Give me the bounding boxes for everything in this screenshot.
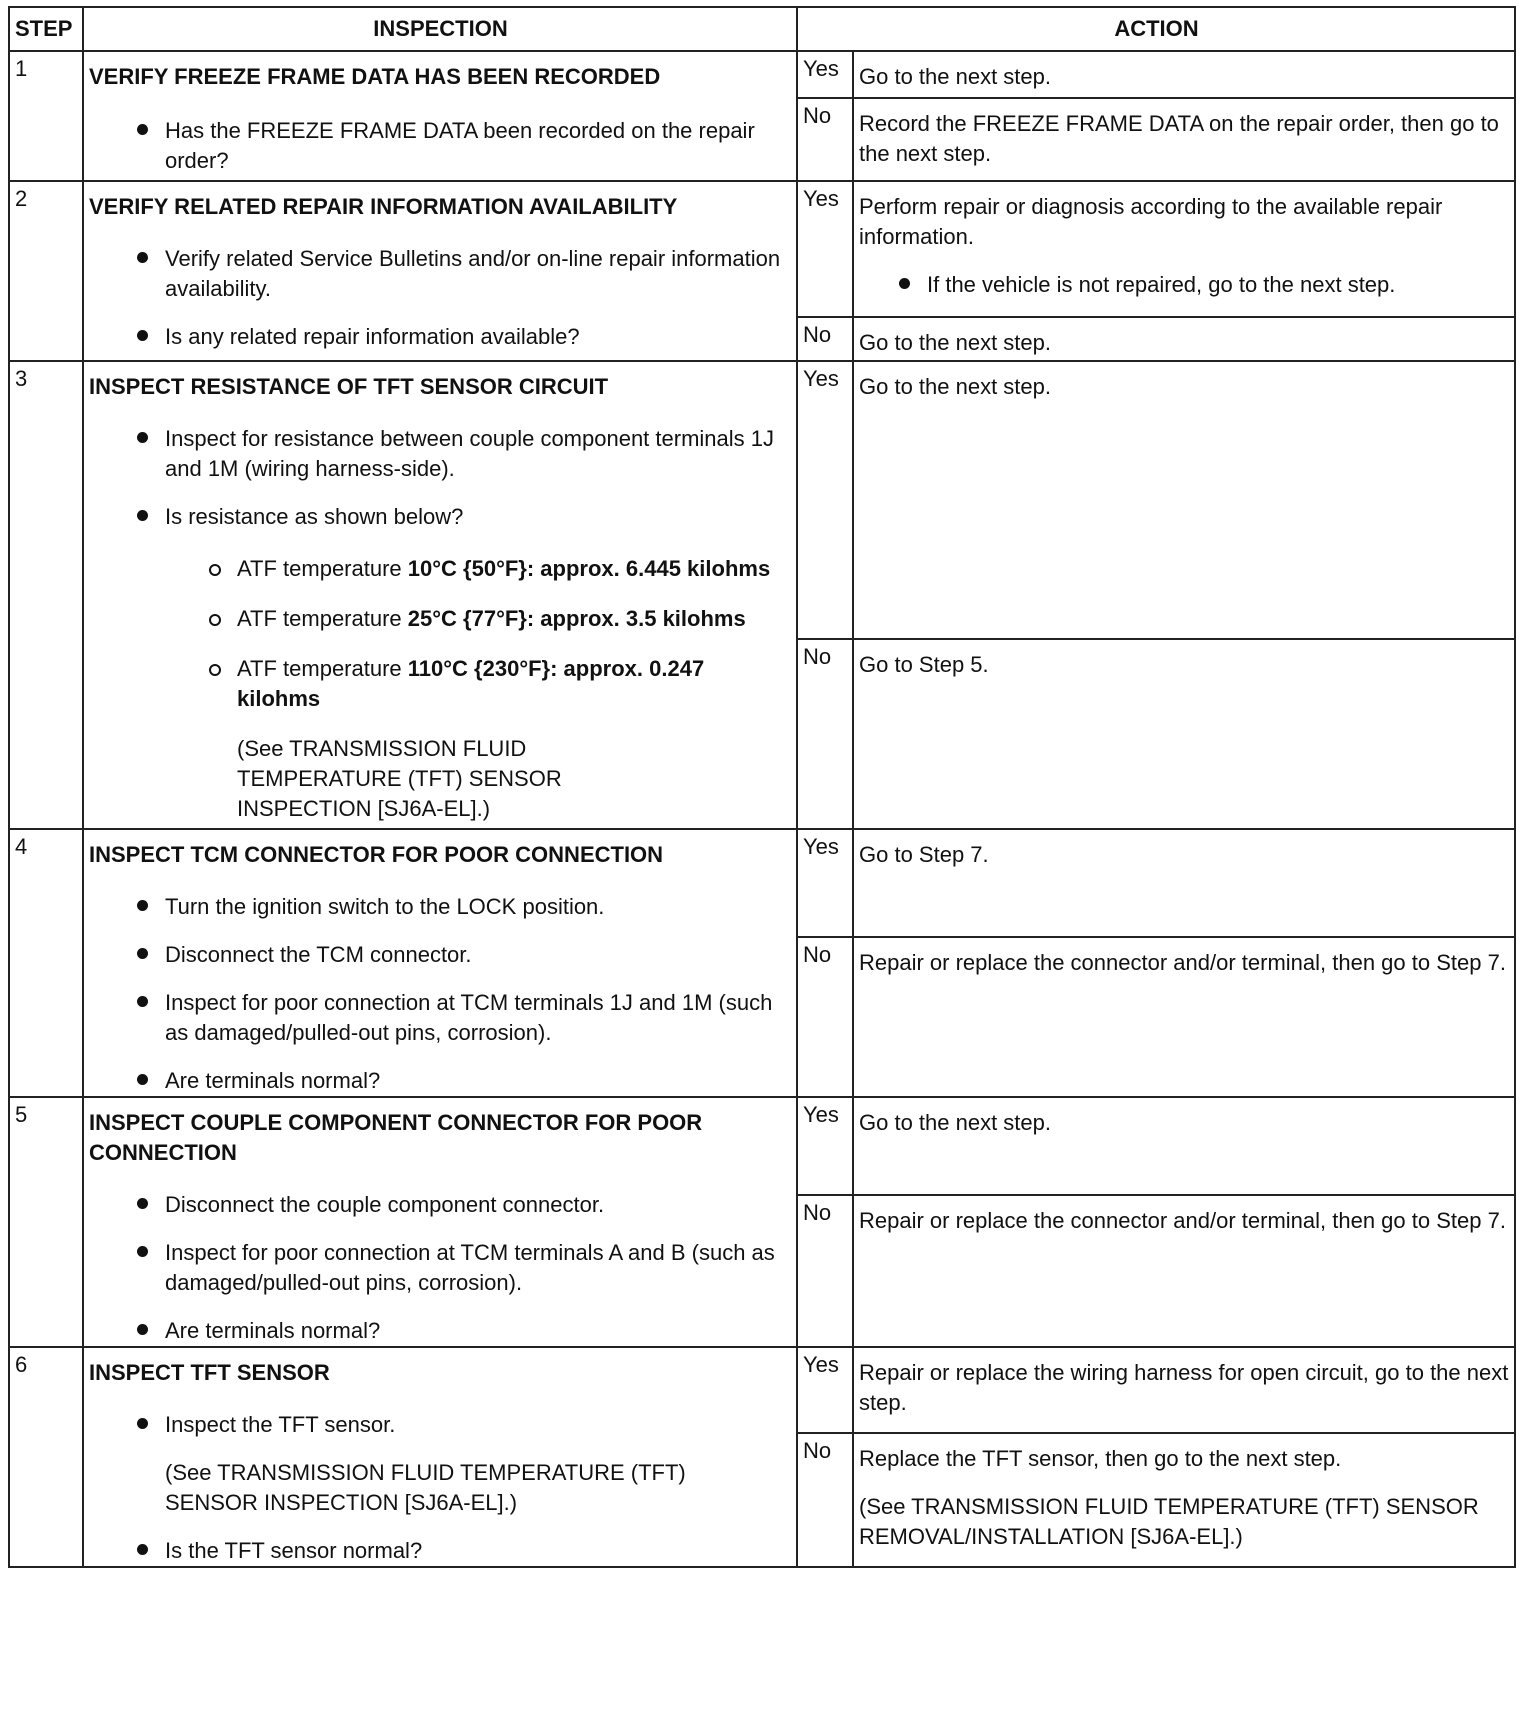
resistance-spec: 25°C {77°F}: approx. 3.5 kilohms: [407, 606, 746, 631]
step-number: 1: [9, 51, 83, 181]
no-label: No: [797, 98, 853, 181]
no-action: [853, 1195, 1515, 1347]
bullet-dot-icon: [137, 1544, 148, 1555]
bullet-dot-icon: [137, 1246, 148, 1257]
bullet-item: [137, 1190, 792, 1220]
action-text: Repair or replace the wiring harness for open circuit, go to the next step.: [859, 1360, 1509, 1415]
sub-bullet-item: [209, 554, 792, 584]
bullet-item: [137, 322, 792, 352]
action-text: Go to the next step.: [859, 374, 1052, 399]
action-text: Replace the TFT sensor, then go to the next step.: [859, 1446, 1342, 1471]
step-4-inspection: [83, 829, 797, 1097]
reference-note: (See TRANSMISSION FLUID TEMPERATURE (TFT) SENSOR INSPECTION [SJ6A-EL].): [165, 1460, 686, 1515]
step-5-yes-row: [9, 1097, 1515, 1195]
step-1-yes-row: [9, 51, 1515, 98]
no-action: [853, 98, 1515, 181]
sub-bullet-text: ATF temperature: [237, 656, 408, 681]
bullet-dot-icon: [137, 510, 148, 521]
inspection-column-header: INSPECTION: [83, 7, 797, 51]
table-header-row: [9, 7, 1515, 51]
bullet-dot-icon: [899, 278, 910, 289]
yes-action: [853, 829, 1515, 937]
sub-bullet-text: ATF temperature: [237, 606, 408, 631]
bullet-text: Disconnect the TCM connector.: [165, 942, 472, 967]
step-title: VERIFY RELATED REPAIR INFORMATION AVAILABILITY: [89, 194, 678, 219]
action-column-header: ACTION: [797, 7, 1515, 51]
yes-action: [853, 1347, 1515, 1433]
step-2-inspection: [83, 181, 797, 361]
step-title: INSPECT TFT SENSOR: [89, 1360, 330, 1385]
no-label: No: [797, 937, 853, 1097]
bullet-dot-icon: [137, 124, 148, 135]
action-text: Repair or replace the connector and/or terminal, then go to Step 7.: [859, 950, 1506, 975]
bullet-item: [137, 1536, 792, 1566]
hollow-circle-icon: [209, 664, 221, 676]
step-3-yes-row: [9, 361, 1515, 639]
yes-label: Yes: [797, 181, 853, 317]
step-column-header: STEP: [9, 7, 83, 51]
reference-note: (See TRANSMISSION FLUID TEMPERATURE (TFT) SENSOR REMOVAL/INSTALLATION [SJ6A-EL].): [859, 1494, 1479, 1549]
yes-label: Yes: [797, 51, 853, 98]
sub-bullet-item: [209, 654, 792, 714]
no-label: No: [797, 1433, 853, 1567]
bullet-dot-icon: [137, 948, 148, 959]
no-action: [853, 1433, 1515, 1567]
step-number: 6: [9, 1347, 83, 1567]
bullet-text: Inspect the TFT sensor.: [165, 1412, 396, 1437]
action-text: Perform repair or diagnosis according to the available repair information.: [859, 194, 1443, 249]
bullet-text: Is any related repair information available?: [165, 324, 580, 349]
bullet-item: [137, 1410, 792, 1440]
step-3-inspection: [83, 361, 797, 829]
step-1-inspection: [83, 51, 797, 181]
step-4-yes-row: [9, 829, 1515, 937]
bullet-text: Is resistance as shown below?: [165, 504, 464, 529]
action-text: Go to the next step.: [859, 330, 1052, 355]
action-text: Record the FREEZE FRAME DATA on the repair order, then go to the next step.: [859, 110, 1499, 166]
diagnostic-table: [8, 6, 1516, 1568]
sub-bullet-item: [209, 604, 792, 634]
yes-label: Yes: [797, 361, 853, 639]
step-5-inspection: [83, 1097, 797, 1347]
action-text: Go to Step 7.: [859, 842, 989, 867]
bullet-item: [137, 892, 792, 922]
step-6-yes-row: [9, 1347, 1515, 1433]
reference-note: (See TRANSMISSION FLUID TEMPERATURE (TFT) SENSOR INSPECTION [SJ6A-EL].): [237, 736, 562, 821]
step-number: 5: [9, 1097, 83, 1347]
step-title: INSPECT RESISTANCE OF TFT SENSOR CIRCUIT: [89, 374, 609, 399]
no-label: No: [797, 317, 853, 361]
step-number: 3: [9, 361, 83, 829]
bullet-text: Verify related Service Bulletins and/or on-line repair information availability.: [165, 246, 781, 301]
yes-action: [853, 361, 1515, 639]
yes-action: [853, 1097, 1515, 1195]
yes-label: Yes: [797, 829, 853, 937]
action-text: Repair or replace the connector and/or terminal, then go to Step 7.: [859, 1208, 1506, 1233]
bullet-text: If the vehicle is not repaired, go to the next step.: [927, 272, 1396, 297]
no-action: [853, 317, 1515, 361]
resistance-spec: 10°C {50°F}: approx. 6.445 kilohms: [407, 556, 771, 581]
bullet-item: [137, 424, 792, 484]
bullet-dot-icon: [137, 1074, 148, 1085]
bullet-text: Inspect for poor connection at TCM terminals 1J and 1M (such as damaged/pulled-out pins, corrosion).: [165, 990, 773, 1045]
bullet-text: Are terminals normal?: [165, 1068, 381, 1093]
bullet-item: [137, 1066, 792, 1096]
bullet-text: Inspect for poor connection at TCM terminals A and B (such as damaged/pulled-out pins, corrosion).: [165, 1240, 775, 1295]
step-6-inspection: [83, 1347, 797, 1567]
step-number: 4: [9, 829, 83, 1097]
hollow-circle-icon: [209, 614, 221, 626]
no-action: [853, 937, 1515, 1097]
resistance-spec: 110°C {230°F}: approx. 0.247 kilohms: [237, 656, 705, 711]
no-action: [853, 639, 1515, 829]
step-number: 2: [9, 181, 83, 361]
bullet-item: [899, 270, 1510, 300]
action-text: Go to Step 5.: [859, 652, 989, 677]
bullet-item: [137, 244, 792, 304]
bullet-dot-icon: [137, 900, 148, 911]
bullet-item: [137, 1316, 792, 1346]
bullet-text: Is the TFT sensor normal?: [165, 1538, 423, 1563]
bullet-dot-icon: [137, 432, 148, 443]
bullet-item: [137, 1238, 792, 1298]
action-text: Go to the next step.: [859, 1110, 1052, 1135]
bullet-dot-icon: [137, 996, 148, 1007]
bullet-item: [137, 116, 792, 176]
step-2-yes-row: [9, 181, 1515, 317]
bullet-dot-icon: [137, 1198, 148, 1209]
bullet-text: Disconnect the couple component connector.: [165, 1192, 605, 1217]
action-text: Go to the next step.: [859, 64, 1052, 89]
bullet-item: [137, 502, 792, 532]
sub-bullet-text: ATF temperature: [237, 556, 408, 581]
step-title: INSPECT COUPLE COMPONENT CONNECTOR FOR POOR CONNECTION: [89, 1110, 703, 1165]
bullet-text: Has the FREEZE FRAME DATA been recorded on the repair order?: [165, 118, 755, 173]
bullet-item: [137, 988, 792, 1048]
step-title: INSPECT TCM CONNECTOR FOR POOR CONNECTION: [89, 842, 664, 867]
bullet-text: Are terminals normal?: [165, 1318, 381, 1343]
bullet-text: Inspect for resistance between couple component terminals 1J and 1M (wiring harness-side).: [165, 426, 774, 481]
step-title: VERIFY FREEZE FRAME DATA HAS BEEN RECORDED: [89, 64, 661, 89]
yes-label: Yes: [797, 1347, 853, 1433]
bullet-dot-icon: [137, 1324, 148, 1335]
no-label: No: [797, 1195, 853, 1347]
yes-action: [853, 181, 1515, 317]
no-label: No: [797, 639, 853, 829]
hollow-circle-icon: [209, 564, 221, 576]
bullet-dot-icon: [137, 330, 148, 341]
bullet-dot-icon: [137, 252, 148, 263]
yes-label: Yes: [797, 1097, 853, 1195]
bullet-dot-icon: [137, 1418, 148, 1429]
yes-action: [853, 51, 1515, 98]
bullet-text: Turn the ignition switch to the LOCK position.: [165, 894, 605, 919]
bullet-item: [137, 940, 792, 970]
